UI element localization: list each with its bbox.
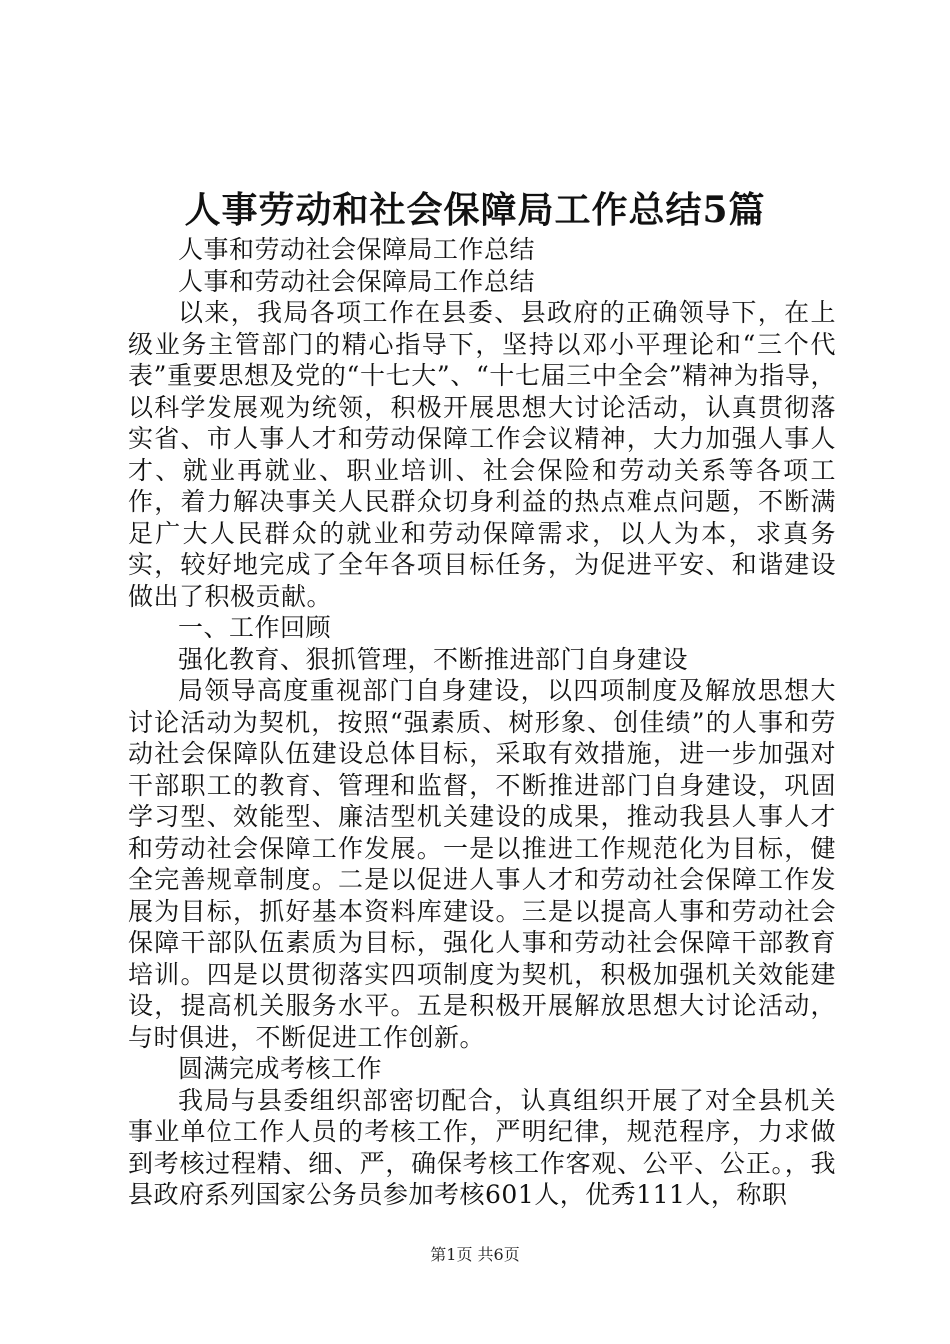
subheading-assessment: 圆满完成考核工作 bbox=[178, 1054, 383, 1083]
paragraph-intro: 以来，我局各项工作在县委、县政府的正确领导下，在上级业务主管部门的精心指导下，坚持以邓小平理论和“三个代表”重要思想及党的“十七大”、“十七届三中全会”精神为指导，以科学发展观为统领，积极开展思想大讨论活动，认真贯彻落实省、市人事人才和劳动保障工作会议精神，大力加强人事人才、就业再就业、职业培训、社会保险和劳动关系等各项工作，着力解决事关人民群众切身利益的热点难点问题，不断满足广大人民群众的就业和劳动保障需求，以人为本，求真务实，较好地完成了全年各项目标任务，为促进平安、和谐建设做出了积极贡献。 bbox=[128, 298, 836, 611]
section-heading-review: 一、工作回顾 bbox=[178, 613, 332, 642]
paragraph-subtitle-2: 人事和劳动社会保障局工作总结 bbox=[178, 266, 536, 296]
paragraph-self-building: 局领导高度重视部门自身建设，以四项制度及解放思想大讨论活动为契机，按照“强素质、树形象、创佳绩”的人事和劳动社会保障队伍建设总体目标，采取有效措施，进一步加强对干部职工的教育、管理和监督，不断推进部门自身建设，巩固学习型、效能型、廉洁型机关建设的成果，推动我县人事人才和劳动社会保障工作发展。一是以推进工作规范化为目标，健全完善规章制度。二是以促进人事人才和劳动社会保障工作发展为目标，抓好基本资料库建设。三是以提高人事和劳动社会保障干部队伍素质为目标，强化人事和劳动社会保障干部教育培训。四是以贯彻落实四项制度为契机，积极加强机关效能建设，提高机关服务水平。五是积极开展解放思想大讨论活动，与时俱进，不断促进工作创新。 bbox=[128, 676, 836, 1052]
document-body bbox=[128, 234, 836, 1211]
paragraph-assessment: 我局与县委组织部密切配合，认真组织开展了对全县机关事业单位工作人员的考核工作，严明纪律，规范程序，力求做到考核过程精、细、严，确保考核工作客观、公平、公正。，我县政府系列国家公务员参加考核601人，优秀111人，称职 bbox=[128, 1085, 836, 1209]
paragraph-subtitle-1: 人事和劳动社会保障局工作总结 bbox=[178, 235, 536, 264]
subheading-self-building: 强化教育、狠抓管理，不断推进部门自身建设 bbox=[178, 644, 689, 674]
page-number-footer: 第1页 共6页 bbox=[430, 1245, 520, 1264]
document-title: 人事劳动和社会保障局工作总结5篇 bbox=[184, 189, 766, 231]
